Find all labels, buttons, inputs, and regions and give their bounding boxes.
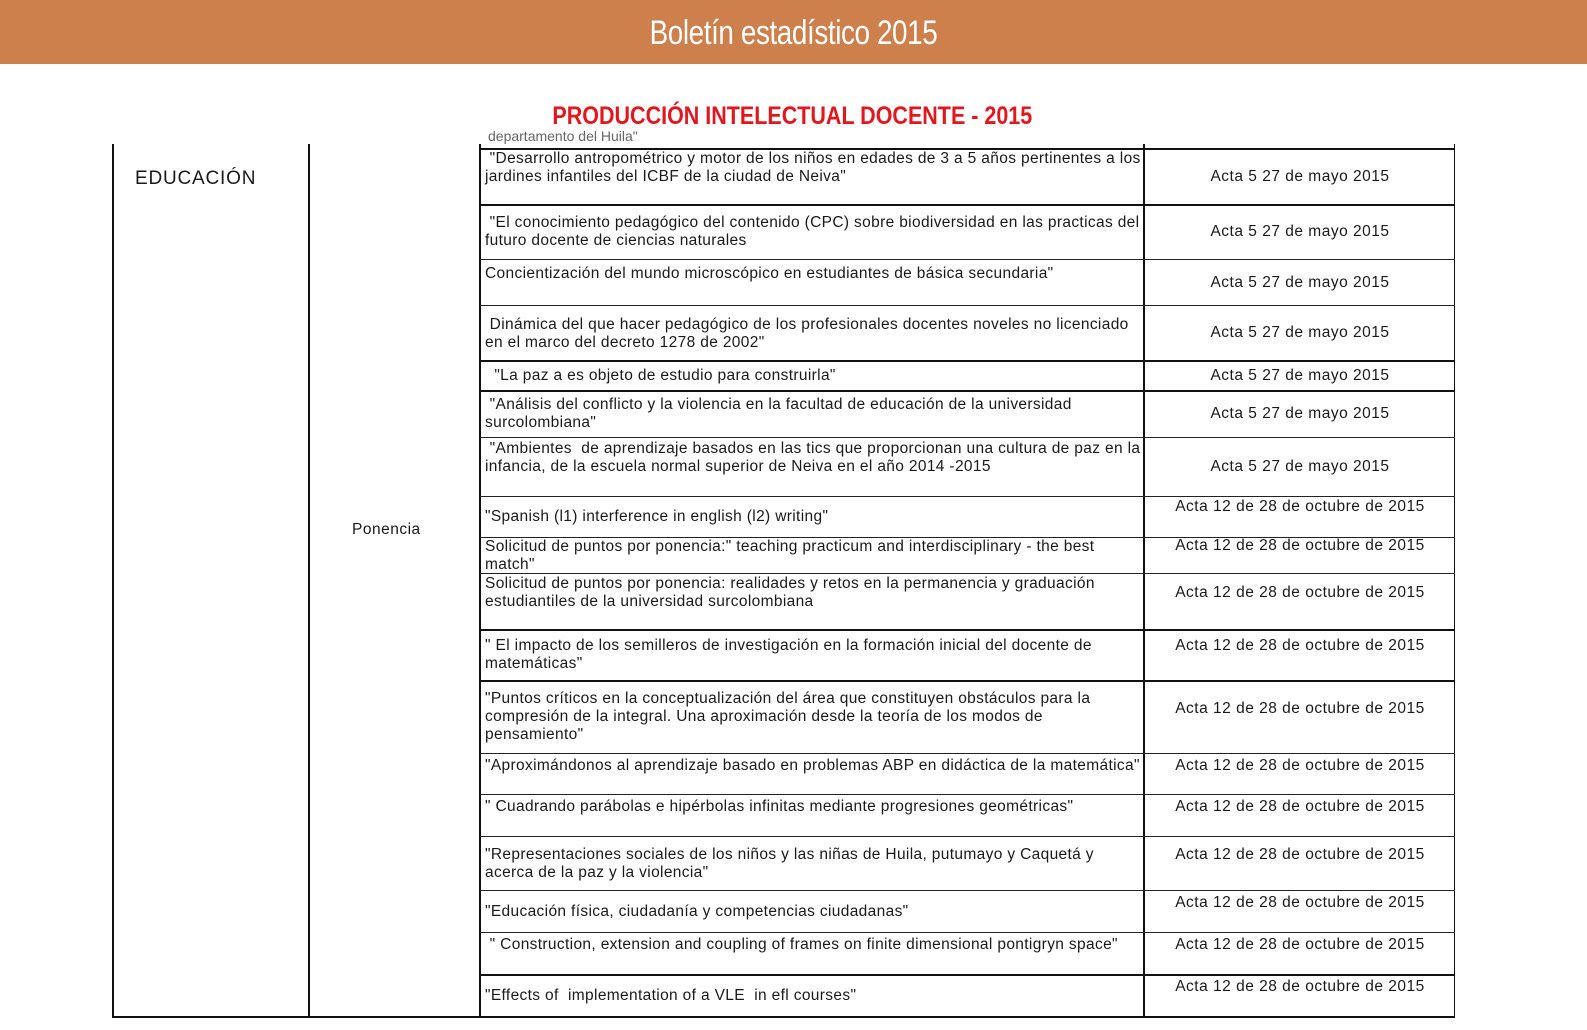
title-cell: "Desarrollo antropométrico y motor de los niños en edades de 3 a 5 años pertinentes a los jardines infantiles del ICBF de la ciudad de Neiva" (485, 150, 1146, 185)
row-divider (480, 305, 1455, 306)
table-border (479, 144, 481, 1018)
row-divider (480, 890, 1455, 891)
table-border (1454, 144, 1455, 1018)
act-cell: Acta 12 de 28 de octubre de 2015 (1175, 498, 1425, 515)
title-cell: "Análisis del conflicto y la violencia en la facultad de educación de la universidad surcolombiana" (485, 396, 1077, 431)
act-cell: Acta 5 27 de mayo 2015 (1210, 223, 1390, 240)
title-cell: Dinámica del que hacer pedagógico de los profesionales docentes noveles no licenciado en el marco del decreto 1278 de 2002" (485, 316, 1134, 351)
title-cell: "Puntos críticos en la conceptualización del área que constituyen obstáculos para la compresión de la integral. Una aproximación desde la teoría de los modos de pensamiento" (485, 690, 1095, 743)
act-cell: Acta 12 de 28 de octubre de 2015 (1175, 700, 1425, 717)
act-cell: Acta 5 27 de mayo 2015 (1210, 367, 1390, 384)
cutoff-row-text: departamento del Huila" (488, 128, 638, 144)
document-title: Boletín estadístico 2015 (649, 13, 938, 52)
header-band (0, 0, 1587, 64)
title-cell: "El conocimiento pedagógico del contenido (CPC) sobre biodiversidad en las practicas del futuro docente de ciencias naturales (485, 214, 1145, 249)
act-cell: Acta 5 27 de mayo 2015 (1210, 324, 1390, 341)
title-cell: "Educación física, ciudadanía y competencias ciudadanas" (485, 903, 909, 920)
row-divider (480, 259, 1455, 260)
type-cell: Ponencia (352, 521, 421, 538)
act-cell: Acta 12 de 28 de octubre de 2015 (1175, 846, 1425, 863)
row-divider (480, 794, 1455, 795)
title-cell: " El impacto de los semilleros de investigación en la formación inicial del docente de matemáticas" (485, 637, 1097, 672)
act-cell: Acta 5 27 de mayo 2015 (1210, 168, 1390, 185)
row-divider (480, 932, 1455, 933)
row-divider (480, 360, 1455, 362)
row-divider (480, 753, 1455, 754)
row-divider (480, 680, 1455, 682)
title-cell: "Ambientes de aprendizaje basados en las tics que proporcionan una cultura de paz en la infancia, de la escuela normal superior de Neiva en el año 2014 -2015 (485, 440, 1146, 475)
act-cell: Acta 12 de 28 de octubre de 2015 (1175, 798, 1425, 815)
row-divider (480, 629, 1455, 631)
act-cell: Acta 5 27 de mayo 2015 (1210, 274, 1390, 291)
title-cell: "Representaciones sociales de los niños y las niñas de Huila, putumayo y Caquetá y acerca de la paz y la violencia" (485, 846, 1099, 881)
title-cell: Concientización del mundo microscópico en estudiantes de básica secundaria" (485, 265, 1054, 282)
row-divider (480, 437, 1455, 438)
act-cell: Acta 12 de 28 de octubre de 2015 (1175, 537, 1425, 554)
row-divider (480, 974, 1455, 976)
section-title: PRODUCCIÓN INTELECTUAL DOCENTE - 2015 (552, 102, 1033, 130)
row-divider (480, 204, 1455, 206)
title-cell: Solicitud de puntos por ponencia: realidades y retos en la permanencia y graduación estudiantiles de la universidad surcolombiana (485, 575, 1100, 610)
title-cell: "Aproximándonos al aprendizaje basado en problemas ABP en didáctica de la matemática" (485, 757, 1140, 774)
act-cell: Acta 12 de 28 de octubre de 2015 (1175, 584, 1425, 601)
row-divider (480, 573, 1455, 574)
table-border (308, 144, 310, 1018)
title-cell: "Effects of implementation of a VLE in efl courses" (485, 987, 857, 1004)
title-cell: " Construction, extension and coupling of frames on finite dimensional pontigryn space" (485, 936, 1118, 953)
act-cell: Acta 12 de 28 de octubre de 2015 (1175, 978, 1425, 995)
act-cell: Acta 12 de 28 de octubre de 2015 (1175, 637, 1425, 654)
faculty-cell: EDUCACIÓN (135, 168, 257, 189)
act-cell: Acta 12 de 28 de octubre de 2015 (1175, 757, 1425, 774)
act-cell: Acta 12 de 28 de octubre de 2015 (1175, 894, 1425, 911)
row-divider (480, 496, 1455, 497)
title-cell: "Spanish (l1) interference in english (l2) writing" (485, 508, 829, 525)
title-cell: " Cuadrando parábolas e hipérbolas infinitas mediante progresiones geométricas" (485, 798, 1074, 815)
act-cell: Acta 12 de 28 de octubre de 2015 (1175, 936, 1425, 953)
title-cell: "La paz a es objeto de estudio para construirla" (485, 367, 836, 384)
row-divider (480, 836, 1455, 837)
table-border (112, 1016, 1455, 1018)
act-cell: Acta 5 27 de mayo 2015 (1210, 458, 1390, 475)
table-border (112, 144, 114, 1018)
act-cell: Acta 5 27 de mayo 2015 (1210, 405, 1390, 422)
row-divider (480, 390, 1455, 392)
title-cell: Solicitud de puntos por ponencia:" teaching practicum and interdisciplinary - the best match" (485, 538, 1104, 573)
